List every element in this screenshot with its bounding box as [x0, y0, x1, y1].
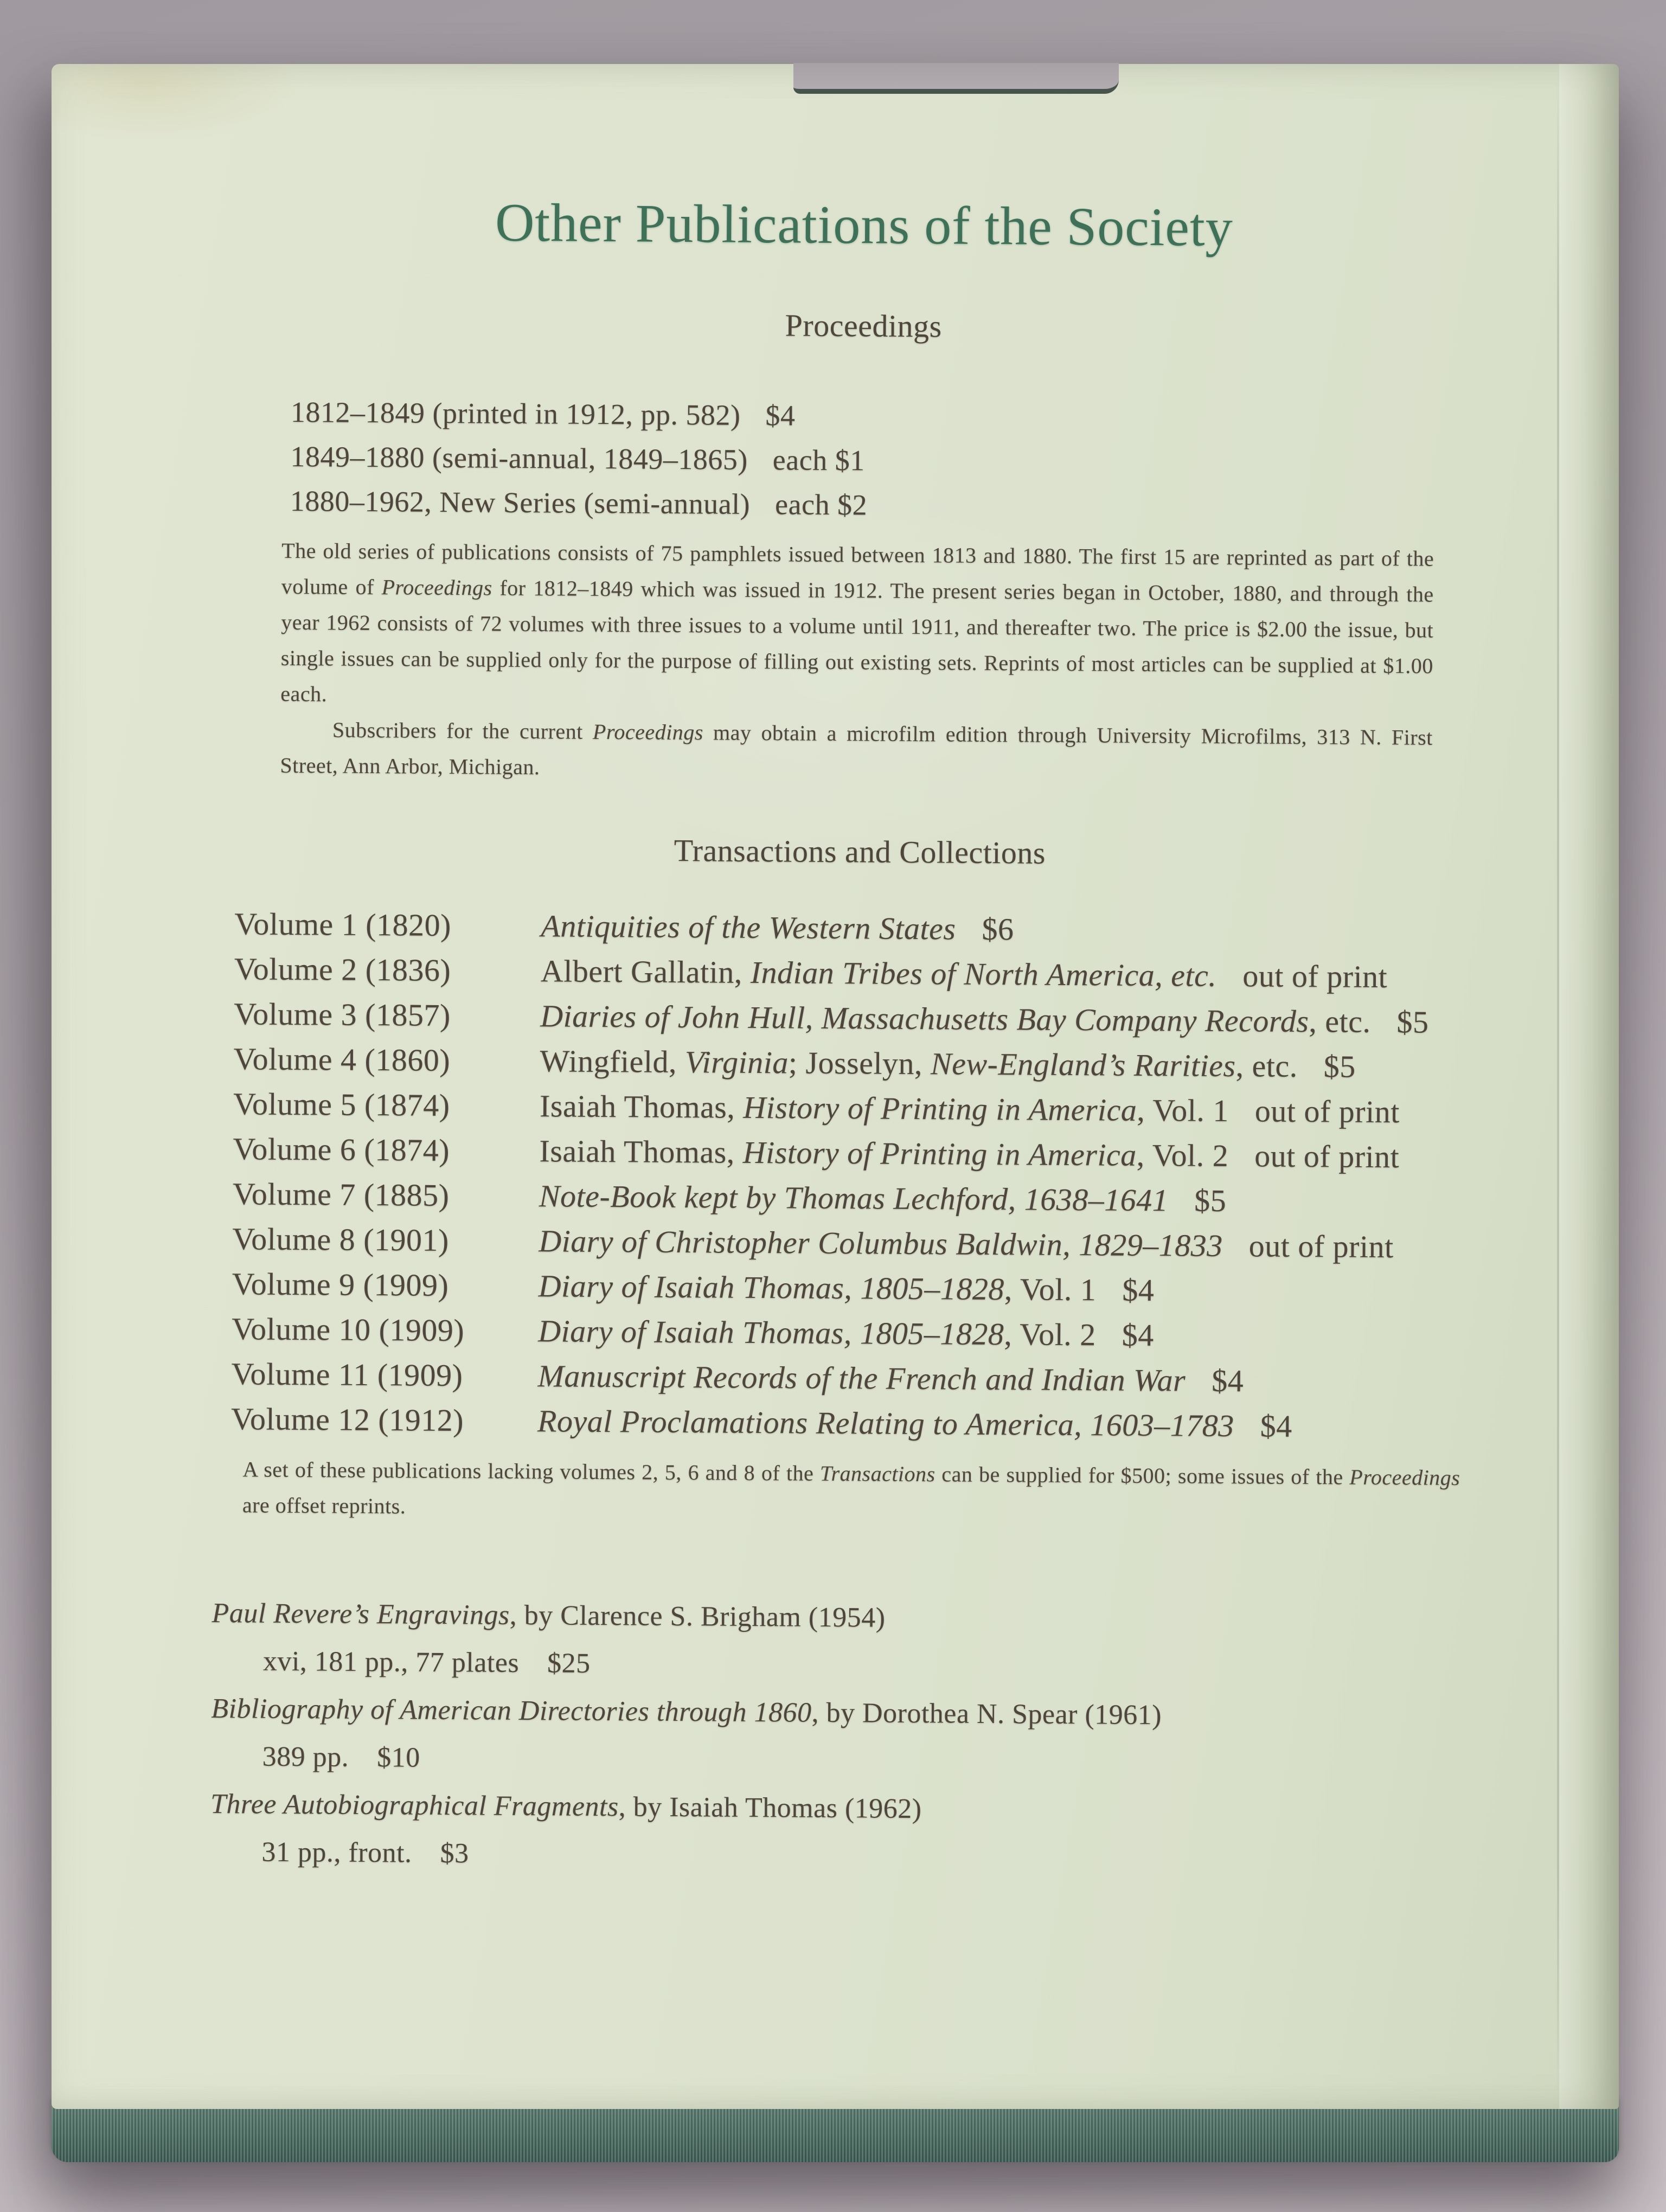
publication-detail — [210, 1828, 1612, 1886]
book-back-cover — [52, 64, 1619, 2162]
italic-segment: Diary of Isaiah Thomas, 1805–1828 — [538, 1268, 1005, 1307]
roman-segment: , Vol. 1 — [1004, 1271, 1097, 1308]
italic-segment: New-England’s Rarities — [930, 1046, 1236, 1084]
publication-title — [211, 1685, 1613, 1742]
price-value: $4 — [1260, 1408, 1292, 1444]
roman-segment: Wingfield, — [540, 1043, 685, 1080]
volume-label: Volume 3 (1857) — [234, 996, 451, 1033]
price-value: $4 — [765, 398, 796, 432]
italic-segment: History of Printing in America — [742, 1135, 1137, 1173]
italic-segment: Indian Tribes of North America, etc. — [750, 955, 1217, 994]
italic-segment: Manuscript Records of the French and Indian War — [537, 1358, 1186, 1398]
volume-title — [540, 1043, 1355, 1084]
volume-row — [231, 1396, 1616, 1451]
volume-title — [540, 998, 1429, 1039]
jacket-printed-content — [43, 59, 1624, 2114]
italic-segment: Proceedings — [592, 719, 704, 744]
publication-entry — [210, 1780, 1612, 1886]
volume-title — [538, 1313, 1154, 1353]
roman-segment: Subscribers for the current — [332, 717, 593, 744]
price-value: $4 — [1122, 1317, 1155, 1353]
italic-segment: Diary of Isaiah Thomas, 1805–1828 — [537, 1313, 1004, 1352]
proceedings-heading: Proceedings — [785, 307, 942, 344]
volume-title — [539, 1268, 1155, 1308]
volume-title — [541, 908, 1014, 947]
other-publications-list — [210, 1590, 1614, 1886]
italic-segment: Proceedings — [1349, 1464, 1460, 1490]
roman-segment: , Vol. 1 — [1137, 1092, 1229, 1129]
volume-title — [537, 1358, 1244, 1398]
proceedings-paragraphs — [280, 532, 1434, 791]
detail-text: 31 pp., front. — [261, 1836, 412, 1869]
price-value: out of print — [1242, 958, 1388, 995]
volume-label: Volume 5 (1874) — [233, 1086, 450, 1123]
publication-entry — [210, 1685, 1613, 1790]
italic-segment: History of Printing in America — [743, 1090, 1137, 1128]
volume-label: Volume 2 (1836) — [234, 951, 451, 988]
roman-segment: The old series of publications consists of 75 pamphlets issued between 1813 and 1880. The first 15 are reprinted as part of the volume of — [281, 538, 1434, 599]
roman-segment: ; Josselyn, — [788, 1045, 931, 1082]
roman-segment: Albert Gallatin, — [540, 953, 751, 991]
roman-segment: , etc. — [1235, 1048, 1298, 1084]
price-value: $4 — [1212, 1363, 1244, 1399]
roman-segment: , etc. — [1309, 1004, 1371, 1040]
price-value: each $2 — [774, 487, 868, 521]
roman-segment: are offset reprints. — [242, 1493, 406, 1519]
detail-text: xvi, 181 pp., 77 plates — [262, 1645, 520, 1679]
price-value: $3 — [440, 1838, 469, 1869]
price-value: $5 — [1194, 1182, 1227, 1219]
detail-text: 389 pp. — [262, 1741, 349, 1773]
roman-segment: Isaiah Thomas, — [539, 1088, 744, 1126]
roman-segment: , Vol. 2 — [1004, 1316, 1097, 1353]
volume-label: Volume 9 (1909) — [232, 1266, 449, 1303]
roman-segment: A set of these publications lacking volumes 2, 5, 6 and 8 of the — [242, 1457, 821, 1486]
price-row-label: 1880–1962, New Series (semi-annual) — [290, 484, 751, 520]
set-note-paragraph — [242, 1452, 1460, 1532]
italic-segment: Antiquities of the Western States — [541, 908, 956, 947]
volume-title — [541, 953, 1388, 994]
volume-label: Volume 10 (1909) — [231, 1311, 465, 1348]
volume-title — [539, 1223, 1394, 1264]
italic-segment: Note-Book kept by Thomas Lechford, 1638–1641 — [539, 1178, 1169, 1218]
roman-segment: Isaiah Thomas, — [539, 1133, 744, 1171]
italic-segment: Diary of Christopher Columbus Baldwin, 1829–1833 — [539, 1223, 1223, 1264]
italic-segment: Diaries of John Hull, Massachusetts Bay Company Records — [540, 998, 1309, 1039]
roman-segment: can be supplied for $500; some issues of the — [935, 1462, 1350, 1489]
price-value: $4 — [1122, 1272, 1155, 1308]
roman-segment: , by Isaiah Thomas (1962) — [618, 1791, 922, 1825]
volume-label: Volume 8 (1901) — [232, 1221, 450, 1258]
roman-segment: for 1812–1849 which was issued in 1912. The present series began in October, 1880, and through the year 1962 consists of 72 volumes with three issues to a volume until 1911, and thereafter two. The price is $2.00 the issue, but single issues can be supplied only for the purpose of filling out existing sets. Reprints of most articles can be supplied at $1.00 each. — [280, 575, 1434, 706]
price-value: out of print — [1248, 1228, 1394, 1265]
subscribers-paragraph — [280, 711, 1433, 791]
italic-segment: Royal Proclamations Relating to America, 1603–1783 — [537, 1403, 1234, 1444]
old-series-paragraph — [280, 532, 1434, 719]
volume-title — [540, 1088, 1400, 1129]
transactions-heading: Transactions and Collections — [674, 832, 1046, 871]
price-row — [290, 479, 1622, 532]
price-value: $5 — [1323, 1049, 1356, 1084]
volume-title — [537, 1403, 1292, 1444]
price-value: out of print — [1254, 1093, 1400, 1130]
price-row-label: 1812–1849 (printed in 1912, pp. 582) — [290, 395, 741, 432]
volume-list — [231, 901, 1619, 1451]
dust-jacket — [52, 64, 1619, 2109]
price-value: out of print — [1254, 1138, 1400, 1175]
italic-segment: Three Autobiographical Fragments — [210, 1789, 619, 1823]
roman-segment: may obtain a microfilm edition through University Microfilms, 313 N. First Street, Ann Arbor, Michigan. — [280, 719, 1433, 779]
roman-segment: , Vol. 2 — [1136, 1137, 1229, 1174]
volume-title — [539, 1178, 1227, 1218]
proceedings-price-list — [290, 390, 1623, 532]
italic-segment: Paul Revere’s Engravings — [212, 1598, 510, 1631]
volume-label: Volume 6 (1874) — [233, 1131, 450, 1168]
price-value: each $1 — [772, 443, 865, 477]
volume-label: Volume 11 (1909) — [231, 1356, 463, 1393]
italic-segment: Transactions — [819, 1461, 935, 1487]
volume-label: Volume 12 (1912) — [230, 1401, 464, 1438]
roman-segment: , by Clarence S. Brigham (1954) — [509, 1600, 886, 1634]
volume-label: Volume 4 (1860) — [233, 1041, 451, 1078]
price-row-label: 1849–1880 (semi-annual, 1849–1865) — [290, 440, 748, 476]
italic-segment: Proceedings — [381, 574, 492, 600]
price-value: $10 — [377, 1742, 420, 1773]
publication-entry — [212, 1590, 1614, 1695]
volume-title — [539, 1133, 1399, 1174]
price-value: $25 — [547, 1648, 591, 1680]
price-value: $6 — [982, 911, 1014, 947]
roman-segment: , by Dorothea N. Spear (1961) — [811, 1697, 1162, 1731]
page-title: Other Publications of the Society — [495, 192, 1234, 258]
price-value: $5 — [1396, 1004, 1429, 1040]
volume-label: Volume 7 (1885) — [232, 1176, 450, 1213]
italic-segment: Virginia — [684, 1044, 789, 1081]
italic-segment: Bibliography of American Directories through 1860 — [211, 1693, 812, 1728]
volume-label: Volume 1 (1820) — [234, 906, 452, 943]
